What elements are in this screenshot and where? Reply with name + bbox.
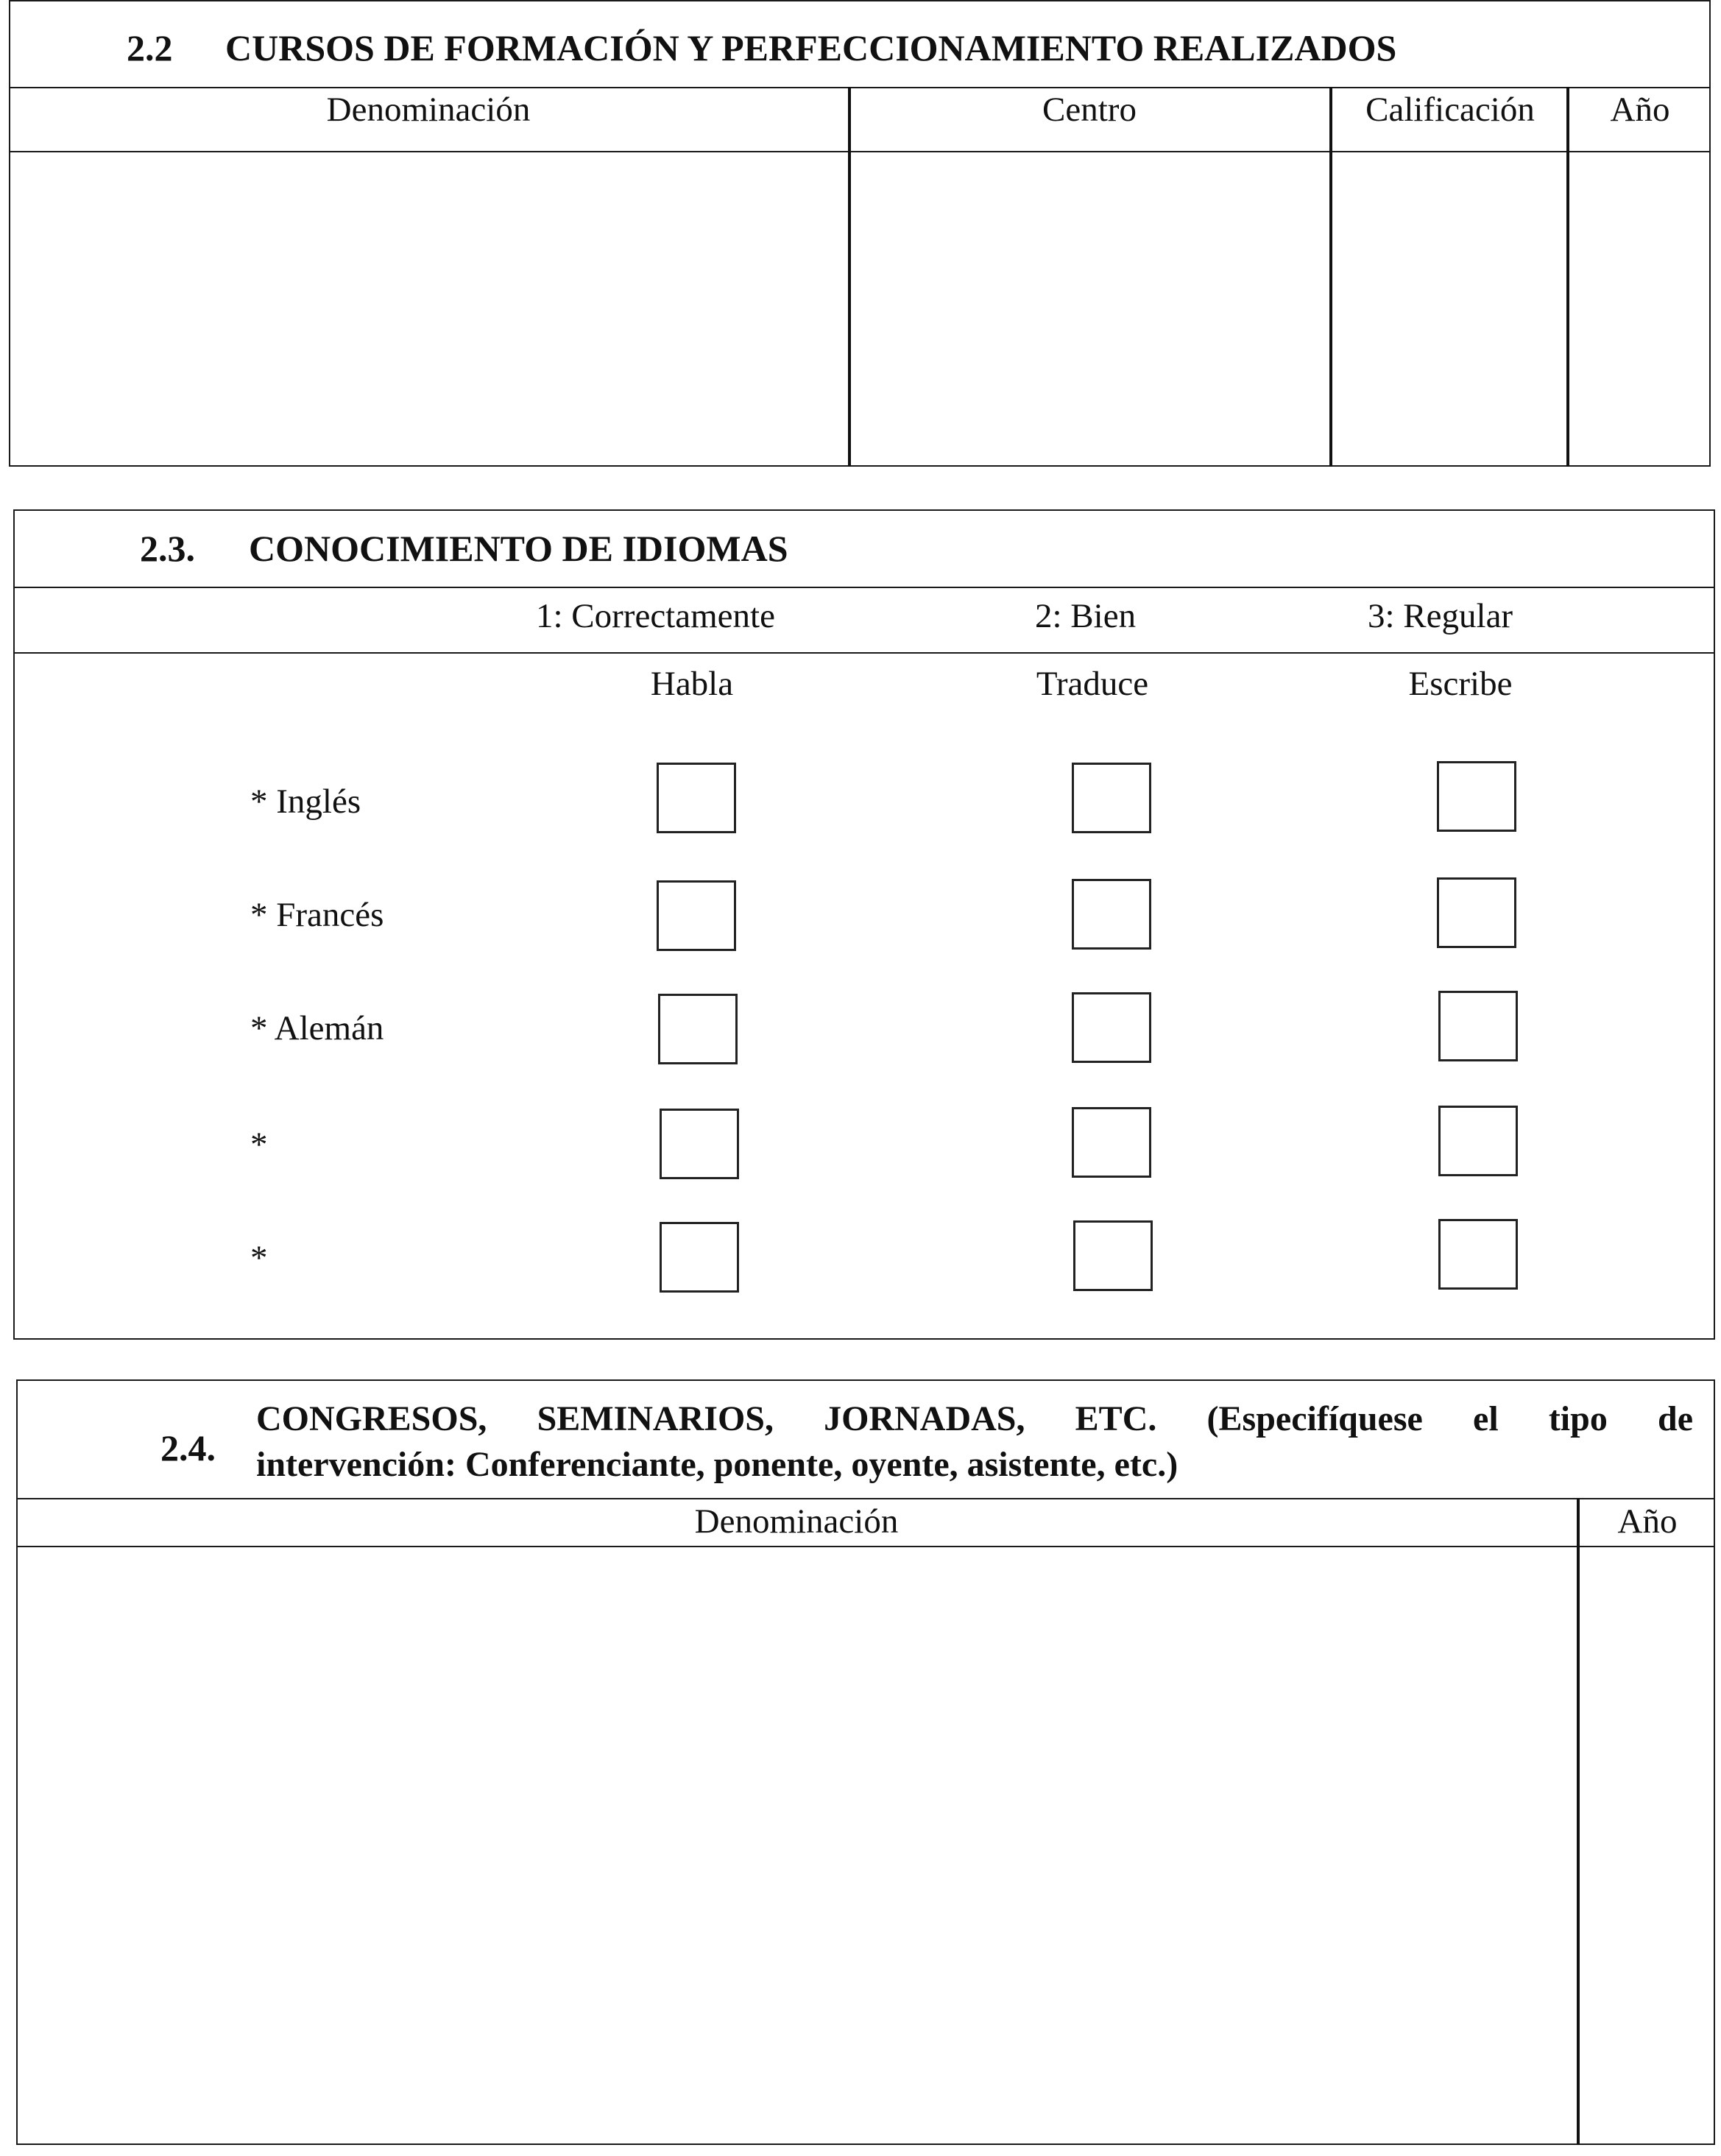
scale-label-correctamente: 1: Correctamente — [536, 597, 775, 635]
section-2-2-title-divider — [9, 87, 1711, 88]
checkbox-aleman-traduce[interactable] — [1072, 992, 1151, 1063]
section-2-4-title-line2: intervención: Conferenciante, ponente, oyente, asistente, etc.) — [256, 1445, 1178, 1484]
scale-label-regular: 3: Regular — [1368, 597, 1513, 635]
checkbox-ingles-traduce[interactable] — [1072, 763, 1151, 833]
courses-entry-area[interactable] — [10, 152, 1709, 465]
checkbox-other-1-escribe[interactable] — [1438, 1106, 1518, 1176]
section-2-4-title-divider — [16, 1498, 1715, 1499]
section-2-3-number: 2.3. — [140, 528, 195, 569]
checkbox-frances-escribe[interactable] — [1437, 877, 1516, 948]
language-label-frances: * Francés — [250, 896, 384, 934]
checkbox-other-2-traduce[interactable] — [1073, 1220, 1153, 1291]
language-label-aleman: * Alemán — [250, 1009, 384, 1047]
section-2-2-title: CURSOS DE FORMACIÓN Y PERFECCIONAMIENTO REALIZADOS — [225, 27, 1397, 68]
checkbox-ingles-escribe[interactable] — [1437, 761, 1516, 832]
checkbox-other-2-escribe[interactable] — [1438, 1219, 1518, 1290]
language-label-other-2: * — [250, 1239, 268, 1277]
column-header-ano: Año — [1610, 91, 1670, 129]
section-2-4-number: 2.4. — [160, 1427, 216, 1468]
section-2-4-title-line1: CONGRESOS, SEMINARIOS, JORNADAS, ETC. (Especifíquese el tipo de — [256, 1399, 1693, 1438]
skill-header-habla: Habla — [650, 665, 734, 703]
column-header-calificacion: Calificación — [1365, 91, 1535, 129]
checkbox-frances-habla[interactable] — [657, 880, 736, 951]
checkbox-frances-traduce[interactable] — [1072, 879, 1151, 950]
skill-header-escribe: Escribe — [1408, 665, 1513, 703]
column-header-ano-2-4: Año — [1617, 1502, 1678, 1541]
column-header-centro: Centro — [1042, 91, 1137, 129]
column-header-denominacion-2-4: Denominación — [694, 1502, 899, 1541]
checkbox-ingles-habla[interactable] — [657, 763, 736, 833]
checkbox-other-1-traduce[interactable] — [1072, 1107, 1151, 1178]
checkbox-other-1-habla[interactable] — [660, 1109, 739, 1179]
section-2-2-number: 2.2 — [127, 27, 173, 68]
congresses-entry-area[interactable] — [18, 1547, 1714, 2143]
language-label-ingles: * Inglés — [250, 782, 361, 821]
skill-header-traduce: Traduce — [1036, 665, 1149, 703]
section-2-3-scale-divider — [13, 652, 1715, 654]
section-2-3-title: CONOCIMIENTO DE IDIOMAS — [249, 528, 788, 569]
column-header-denominacion: Denominación — [326, 91, 531, 129]
checkbox-aleman-escribe[interactable] — [1438, 991, 1518, 1061]
language-label-other-1: * — [250, 1125, 268, 1164]
checkbox-aleman-habla[interactable] — [658, 994, 738, 1064]
scale-label-bien: 2: Bien — [1035, 597, 1137, 635]
checkbox-other-2-habla[interactable] — [660, 1222, 739, 1293]
section-2-3-title-divider — [13, 587, 1715, 588]
